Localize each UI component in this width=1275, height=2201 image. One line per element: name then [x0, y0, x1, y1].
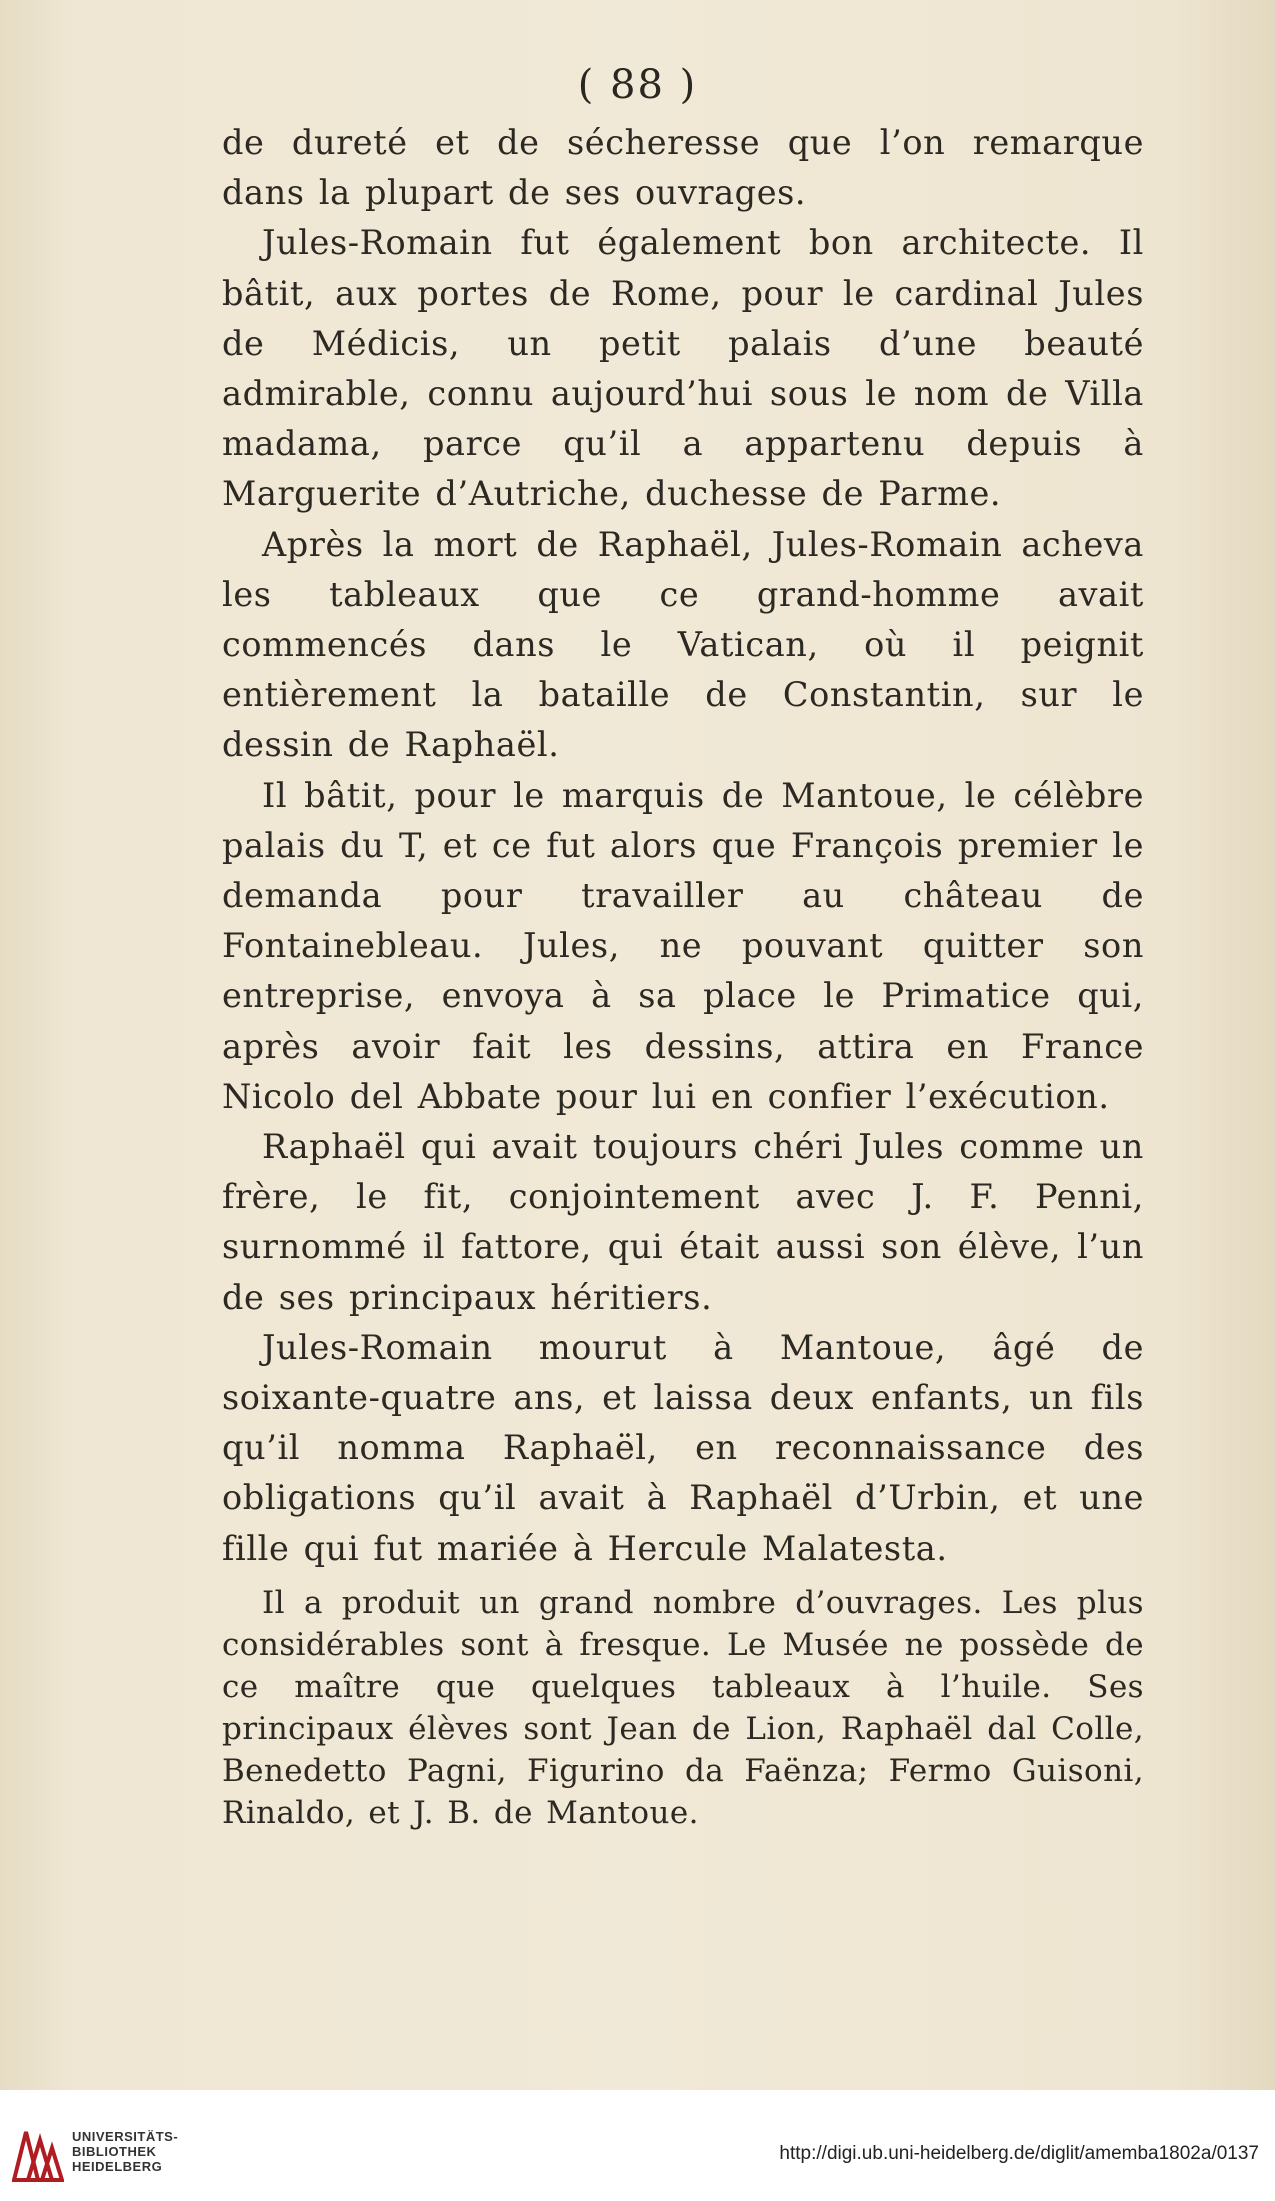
paragraph-1: de dureté et de sécheresse que l’on remarque dans la plupart de ses ouvrages. [222, 123, 1144, 213]
university-library-logo-icon [12, 2126, 64, 2182]
library-name-line-1: UNIVERSITÄTS- [72, 2129, 179, 2144]
paragraph-7: Il a produit un grand nombre d’ouvrages. Les plus considérables sont à fresque. Le Musée ne possède de ce maître que quelques tableaux à l’huile. Ses principaux élèves sont Jean de Lion, Raphaël dal Colle, Benedetto Pagni, Figurino da Faënza; Fermo Guisoni, Rinaldo, et J. B. de Mantoue. [222, 1584, 1144, 1831]
page-number: ( 88 ) [577, 62, 698, 108]
paragraph-2: Jules-Romain fut également bon architecte. Il bâtit, aux portes de Rome, pour le cardinal Jules de Médicis, un petit palais d’une beauté admirable, connu aujourd’hui sous le nom de Villa madama, parce qu’il a appartenu depuis à Marguerite d’Autriche, duchesse de Parme. [222, 223, 1144, 514]
library-name-line-2: BIBLIOTHEK [72, 2144, 157, 2159]
paragraph-5: Raphaël qui avait toujours chéri Jules comme un frère, le fit, conjointement avec J. F. Penni, surnommé il fattore, qui était aussi son élève, l’un de ses principaux héritiers. [222, 1127, 1144, 1317]
paragraph-3: Après la mort de Raphaël, Jules-Romain acheva les tableaux que ce grand-homme avait commencés dans le Vatican, où il peignit entièrement la bataille de Constantin, sur le dessin de Raphaël. [222, 524, 1144, 765]
body-text [222, 118, 1144, 1834]
library-name [72, 2129, 178, 2174]
source-url-link[interactable]: http://digi.ub.uni-heidelberg.de/diglit/amemba1802a/0137 [779, 2143, 1259, 2164]
library-name-line-3: HEIDELBERG [72, 2159, 163, 2174]
paragraph-6: Jules-Romain mourut à Mantoue, âgé de soixante-quatre ans, et laissa deux enfants, un fils qu’il nomma Raphaël, en reconnaissance des obligations qu’il avait à Raphaël d’Urbin, et une fille qui fut mariée à Hercule Malatesta. [222, 1327, 1144, 1568]
paragraph-4: Il bâtit, pour le marquis de Mantoue, le célèbre palais du T, et ce fut alors que François premier le demanda pour travailler au château de Fontainebleau. Jules, ne pouvant quitter son entreprise, envoya à sa place le Primatice qui, après avoir fait les dessins, attira en France Nicolo del Abbate pour lui en confier l’exécution. [222, 775, 1144, 1116]
